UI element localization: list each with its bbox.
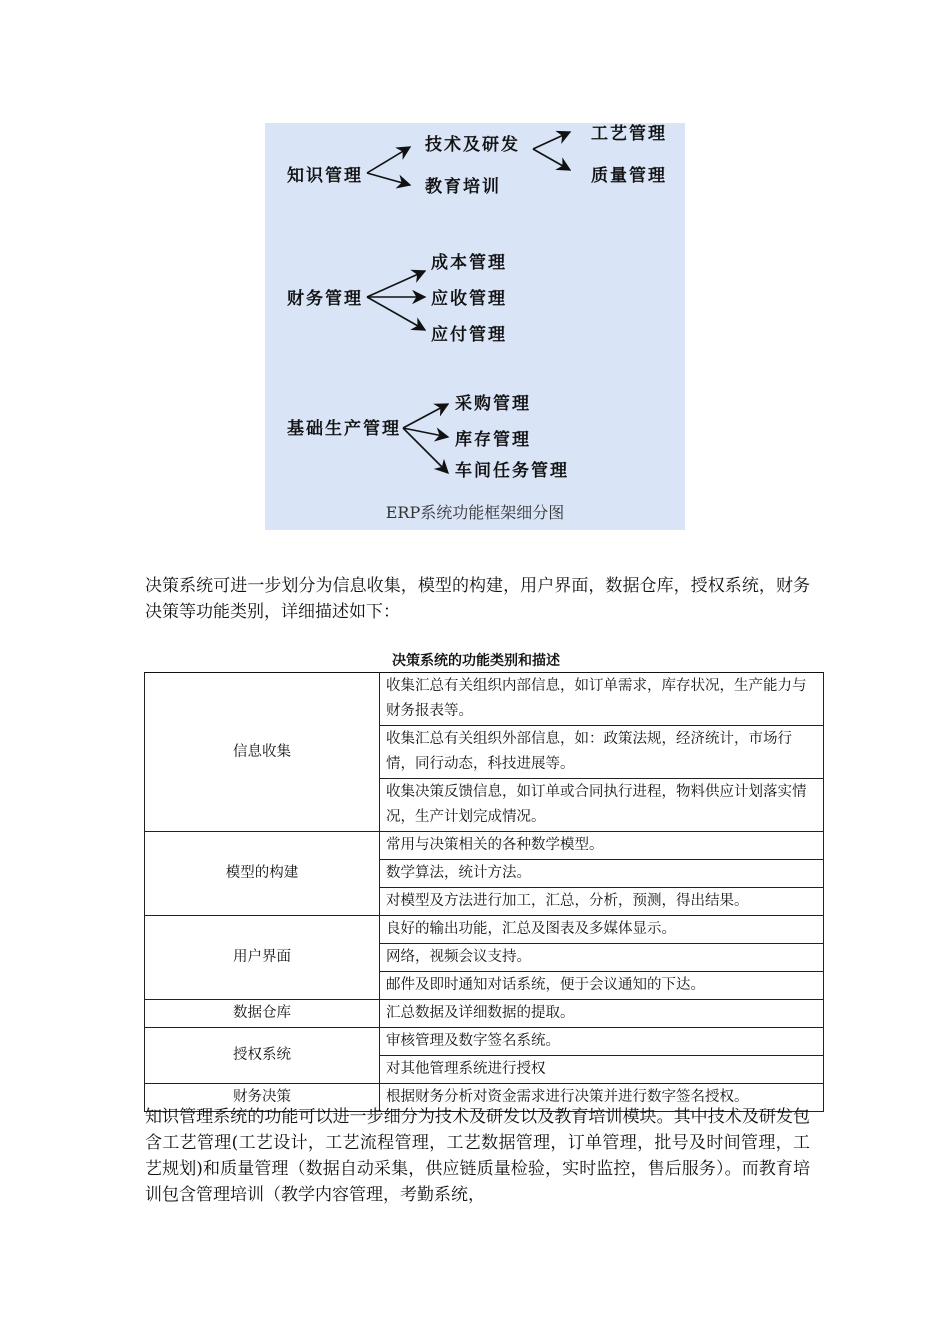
description-cell: 根据财务分析对资金需求进行决策并进行数字签名授权。 [380,1084,824,1112]
category-cell: 用户界面 [145,916,380,1000]
table-row [145,1000,824,1028]
table-row [145,916,824,944]
category-cell: 数据仓库 [145,1000,380,1028]
arrow-techrd-process [533,132,570,149]
node-inventory: 库存管理 [455,430,531,450]
node-finance: 财务管理 [287,289,363,309]
arrow-knowledge-education [367,173,410,185]
description-cell: 常用与决策相关的各种数学模型。 [380,832,824,860]
node-payable: 应付管理 [431,325,507,345]
node-purchase: 采购管理 [455,394,531,414]
table-title: 决策系统的功能类别和描述 [392,653,560,669]
erp-framework-diagram [265,123,685,530]
node-cost: 成本管理 [431,253,507,273]
description-cell: 数学算法，统计方法。 [380,860,824,888]
arrow-techrd-quality [533,149,570,170]
node-quality: 质量管理 [591,166,667,186]
description-cell: 对其他管理系统进行授权 [380,1056,824,1084]
node-production: 基础生产管理 [287,419,401,439]
description-cell: 网络，视频会议支持。 [380,944,824,972]
description-cell: 良好的输出功能，汇总及图表及多媒体显示。 [380,916,824,944]
node-workshop: 车间任务管理 [455,461,569,481]
node-receivable: 应收管理 [431,289,507,309]
diagram-canvas [265,123,685,530]
table-row [145,1028,824,1056]
table-row [145,832,824,860]
description-cell: 审核管理及数字签名系统。 [380,1028,824,1056]
arrow-finance-payable [367,297,425,330]
description-cell: 收集决策反馈信息，如订单或合同执行进程，物料供应计划落实情况，生产计划完成情况。 [380,779,824,832]
decision-function-table [144,672,824,1112]
node-knowledge: 知识管理 [287,166,363,186]
description-cell: 汇总数据及详细数据的提取。 [380,1000,824,1028]
node-process: 工艺管理 [591,124,667,144]
description-cell: 邮件及即时通知对话系统，便于会议通知的下达。 [380,972,824,1000]
category-cell: 信息收集 [145,673,380,832]
description-cell: 对模型及方法进行加工，汇总，分析，预测，得出结果。 [380,888,824,916]
table-row [145,673,824,726]
description-cell: 收集汇总有关组织内部信息，如订单需求，库存状况，生产能力与财务报表等。 [380,673,824,726]
node-education: 教育培训 [425,177,501,197]
arrow-production-workshop [403,428,448,473]
category-cell: 财务决策 [145,1084,380,1112]
arrow-production-purchase [403,404,448,428]
arrow-knowledge-techrd [367,147,410,173]
paragraph-knowledge: 知识管理系统的功能可以进一步细分为技术及研发以及教育培训模块。其中技术及研发包含工艺管理(工艺设计，工艺流程管理，工艺数据管理，订单管理，批号及时间管理，工艺规划)和质量管理（数据自动采集，供应链质量检验，实时监控，售后服务）。而教育培训包含管理培训（教学内容管理，考勤系统， [145,1107,810,1205]
category-cell: 模型的构建 [145,832,380,916]
arrow-finance-cost [367,271,425,297]
description-cell: 收集汇总有关组织外部信息，如：政策法规，经济统计，市场行情，同行动态，科技进展等。 [380,726,824,779]
diagram-caption: ERP系统功能框架细分图 [385,503,565,522]
node-tech-rd: 技术及研发 [425,135,520,155]
paragraph-intro: 决策系统可进一步划分为信息收集，模型的构建，用户界面，数据仓库，授权系统，财务决策等功能类别，详细描述如下： [145,576,810,622]
category-cell: 授权系统 [145,1028,380,1084]
